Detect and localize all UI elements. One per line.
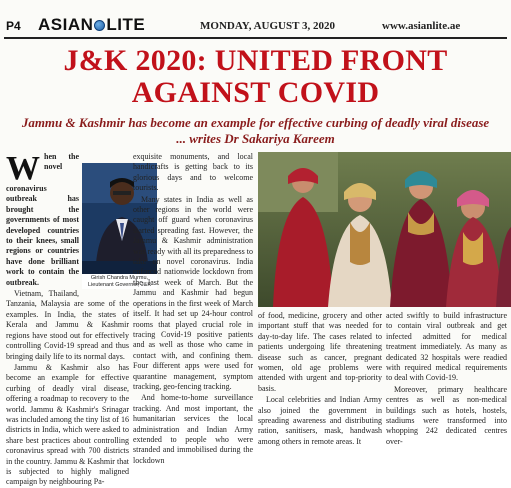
column-2 [133,152,253,465]
column-4 [386,311,507,446]
col3-para-2: Local celebrities and Indian Army also joined the government in spreading awareness and distributing ration, sanitisers, mask, handwash among others in remote areas. It [258,395,382,446]
website: www.asianlite.ae [382,20,461,32]
logo [38,15,145,35]
page-number: P4 [6,19,21,33]
standfirst: Jammu & Kashmir has become an example for effective curbing of deadly viral disease ... writes Dr Sakariya Kareem [21,115,490,146]
main-photo [258,152,511,307]
headline-line-2: AGAINST COVID [131,76,380,109]
column-3 [258,311,382,446]
women-group-image [258,152,511,307]
logo-right: LITE [106,15,146,34]
col2-para-2: And home-to-home surveillance tracking. And most important, the humanitarian services the local administration and Indian Army extended to people who were stranded and immobilised during the lockdown [133,393,253,465]
col1-para-2: Vietnam, Thailand, Tanzania, Malaysia are some of the examples. In India, the states of Kerala and Jammu & Kashmir regions have stood out for effectively controlling Covid-19 spread and thus bringing daily life to its normal days. [6,289,129,361]
photo1-caption: Girish Chandra Murmu, Lieutenant Governor, J&K [82,274,157,289]
col1-para-3: Jammu & Kashmir also has become an example for effective curbing of deadly viral disease, offering a roadmap to recovery to the world. Jammu & Kashmir's Srinagar was included among the tiny list of 16 districts in India, which were asked to share best practices about controlling coronavirus spread with 700 districts in the country. Jammu & Kashmir that is subjected to highly maligned campaign by neighbouring Pa- [6,362,129,487]
col4-para-2: Moreover, primary healthcare centres as well as non-medical buildings such as hotels, hostels, stadiums were transformed into whopping 242 dedicated centres over- [386,384,507,446]
col2-top: exquisite monuments, and local handicrafts is getting back to its glorious days and to welcome tourists. [133,152,253,193]
masthead [0,0,511,38]
issue-date: MONDAY, AUGUST 3, 2020 [200,20,335,32]
globe-icon [94,20,105,31]
col2-para-1: Many states in India as well as other regions in the world were caught off guard when coronavirus started spreading fast. However, the Jammu & Kashmir administration was ready with all its preparedness to take on novel coronavirus. India enforced nationwide lockdown from the last week of March. But the Jammu and Kashmir had begun operations in the first week of March itself. It had set up 24-hour control rooms that played crucial role in tracing Covid-19 positive patients and as well as those who came in contact with, and confining them. Four different apps were used for quarantine management, symptom tracking, geo-fencing tracking. [133,194,253,391]
logo-left: ASIAN [38,15,94,34]
headline [0,45,511,109]
masthead-rule [4,37,507,39]
col3-para-1: of food, medicine, grocery and other important stuff that was needed for day-to-day life. The cases related to patients undergoing life threatening disease such as cancer, pregnant women, old age problems were attended with urgent and top-priority basis. [258,311,382,393]
col4-para-1: acted swiftly to build infrastructure to contain viral outbreak and get infected admitted for medical treatment immediately. As many as dedicated 32 hospitals were readied with required medical requirements to deal with Covid-19. [386,311,507,383]
col1-intro: hen the novel coronavirus outbreak has brought the governments of most developed countries to their knees, small regions or countries have done brilliant work to contain the outbreak. [6,152,79,287]
headline-line-1: J&K 2020: UNITED FRONT [63,44,448,77]
dropcap: W [6,150,40,187]
